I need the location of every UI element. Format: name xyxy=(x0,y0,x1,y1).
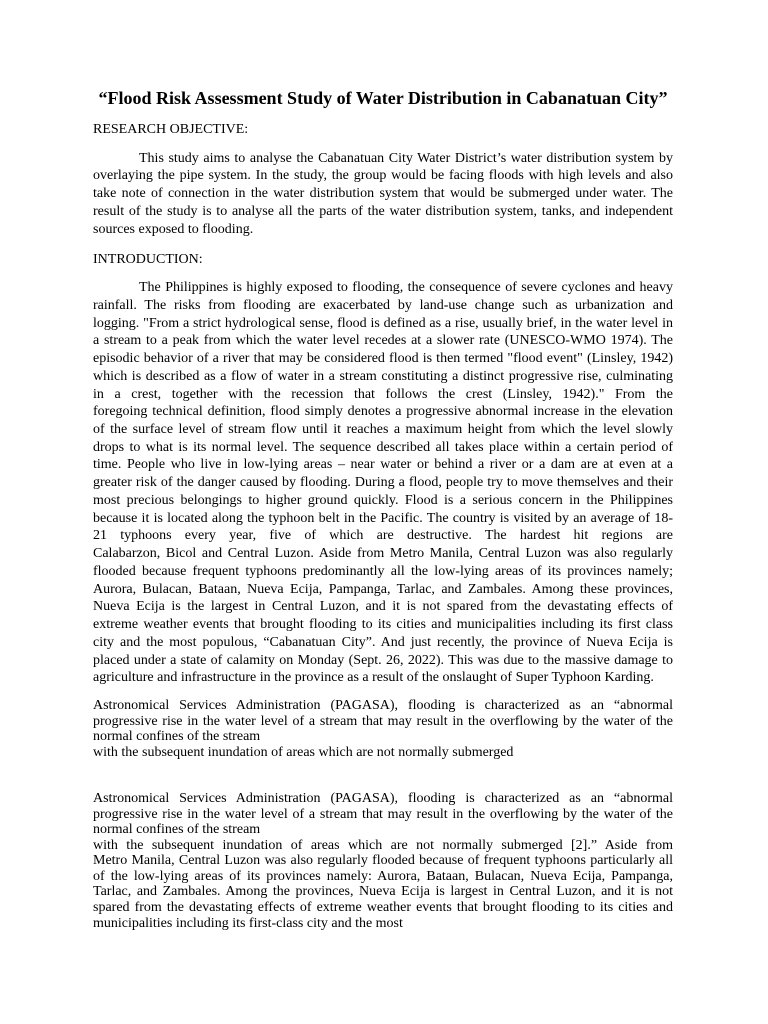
pagasa-definition-paragraph-2 xyxy=(93,791,673,931)
paragraph-line: progressive rise in the water level of a stream that may result in the overflowing by the water of the xyxy=(93,713,673,729)
paragraph-line: municipalities including its first-class city and the most xyxy=(93,915,403,931)
paragraph-line: city and the most populous, “Cabanatuan City”. And just recently, the province of Nueva Ecija is xyxy=(93,634,673,650)
paragraph-line: Tarlac, and Zambales. Among the provinces, Nueva Ecija is largest in Central Luzon, and it is not xyxy=(93,884,673,900)
introduction-paragraph xyxy=(93,279,673,687)
paragraph-line: Nueva Ecija is the largest in Central Luzon, and it is not spared from the devastating effects of xyxy=(93,599,673,615)
paragraph-line: sources exposed to flooding. xyxy=(93,221,254,237)
paragraph-line: overlaying the pipe system. In the study, the group would be facing floods with high levels and also xyxy=(93,168,673,184)
paragraph-line: of the surface level of stream flow until it reaches a maximum height from which the level slowly xyxy=(93,421,673,437)
paragraph-line: of the low-lying areas of its provinces namely: Aurora, Bataan, Bulacan, Nueva Ecija, Pampanga, xyxy=(93,868,673,884)
paragraph-line: placed under a state of calamity on Monday (Sept. 26, 2022). This was due to the massive damage to xyxy=(93,652,673,668)
paragraph-line: Metro Manila, Central Luzon was also regularly flooded because of frequent typhoons particularly all xyxy=(93,853,673,869)
paragraph-line: take note of connection in the water distribution system that would be submerged under water. The xyxy=(93,186,673,202)
paragraph-line: Astronomical Services Administration (PAGASA), flooding is characterized as an “abnormal xyxy=(93,791,673,807)
research-objective-heading: RESEARCH OBJECTIVE: xyxy=(93,122,249,137)
paragraph-line: foregoing technical definition, flood simply denotes a progressive abnormal increase in the elevation xyxy=(93,404,673,420)
paragraph-line: spared from the devastating effects of extreme weather events that brought flooding to its cities and xyxy=(93,900,673,916)
paragraph-line: because it is located along the typhoon belt in the Pacific. The country is visited by an average of 18- xyxy=(93,510,673,526)
paragraph-line: most precious belongings to higher ground quickly. Flood is a serious concern in the Philippines xyxy=(93,492,673,508)
paragraph-line: a stream to a peak from which the water level recedes at a slower rate (UNESCO-WMO 1974). The xyxy=(93,333,673,349)
paragraph-line: Calabarzon, Bicol and Central Luzon. Aside from Metro Manila, Central Luzon was also regularly xyxy=(93,546,673,562)
paragraph-line: flooded because frequent typhoons predominantly all the low-lying areas of its provinces namely; xyxy=(93,563,673,579)
paragraph-line: normal confines of the stream xyxy=(93,822,261,838)
pagasa-definition-paragraph-1 xyxy=(93,698,673,760)
paragraph-line: time. People who live in low-lying areas – near water or behind a river or a dam are at even at a xyxy=(93,457,673,473)
paragraph-line: drops to what is its normal level. The sequence described all takes place within a certain period of xyxy=(93,439,673,455)
paragraph-line: result of the study is to analyse all the parts of the water distribution system, tanks, and independent xyxy=(93,203,673,219)
paragraph-line: 21 typhoons every year, five of which are destructive. The hardest hit regions are xyxy=(93,528,673,544)
paragraph-line: agriculture and infrastructure in the province as a result of the onslaught of Super Typhoon Karding. xyxy=(93,670,654,686)
research-objective-paragraph xyxy=(93,150,673,239)
paragraph-line: in a crest, together with the recession that follows the crest (Linsley, 1942)." From the xyxy=(93,386,673,402)
paragraph-line: normal confines of the stream xyxy=(93,729,261,745)
paragraph-line: with the subsequent inundation of areas which are not normally submerged xyxy=(93,744,514,760)
paragraph-line: extreme weather events that brought flooding to its cities and municipalities including its first class xyxy=(93,617,673,633)
paragraph-line: Aurora, Bulacan, Bataan, Nueva Ecija, Pampanga, Tarlac, and Zambales. Among these provinces, xyxy=(93,581,673,597)
paragraph-line: logging. "From a strict hydrological sense, flood is defined as a rise, usually brief, in the water level in xyxy=(93,315,673,331)
paragraph-line: Astronomical Services Administration (PAGASA), flooding is characterized as an “abnormal xyxy=(93,698,673,714)
paragraph-line: rainfall. The risks from flooding are exacerbated by land-use change such as urbanization and xyxy=(93,297,673,313)
paragraph-line: with the subsequent inundation of areas which are not normally submerged [2].” Aside from xyxy=(93,837,673,853)
paragraph-line: episodic behavior of a river that may be considered flood is then termed "flood event" (Linsley, 1942) xyxy=(93,351,673,367)
paragraph-line: greater risk of the danger caused by flooding. During a flood, people try to move themselves and their xyxy=(93,475,673,491)
document-title: “Flood Risk Assessment Study of Water Distribution in Cabanatuan City” xyxy=(98,88,668,108)
paragraph-line: This study aims to analyse the Cabanatuan City Water District’s water distribution system by xyxy=(139,150,673,166)
paragraph-line: which is described as a flow of water in a stream constituting a distinct progressive rise, culminating xyxy=(93,368,673,384)
paragraph-line: progressive rise in the water level of a stream that may result in the overflowing by the water of the xyxy=(93,806,673,822)
paragraph-line: The Philippines is highly exposed to flooding, the consequence of severe cyclones and heavy xyxy=(139,280,673,296)
introduction-heading: INTRODUCTION: xyxy=(93,252,203,268)
